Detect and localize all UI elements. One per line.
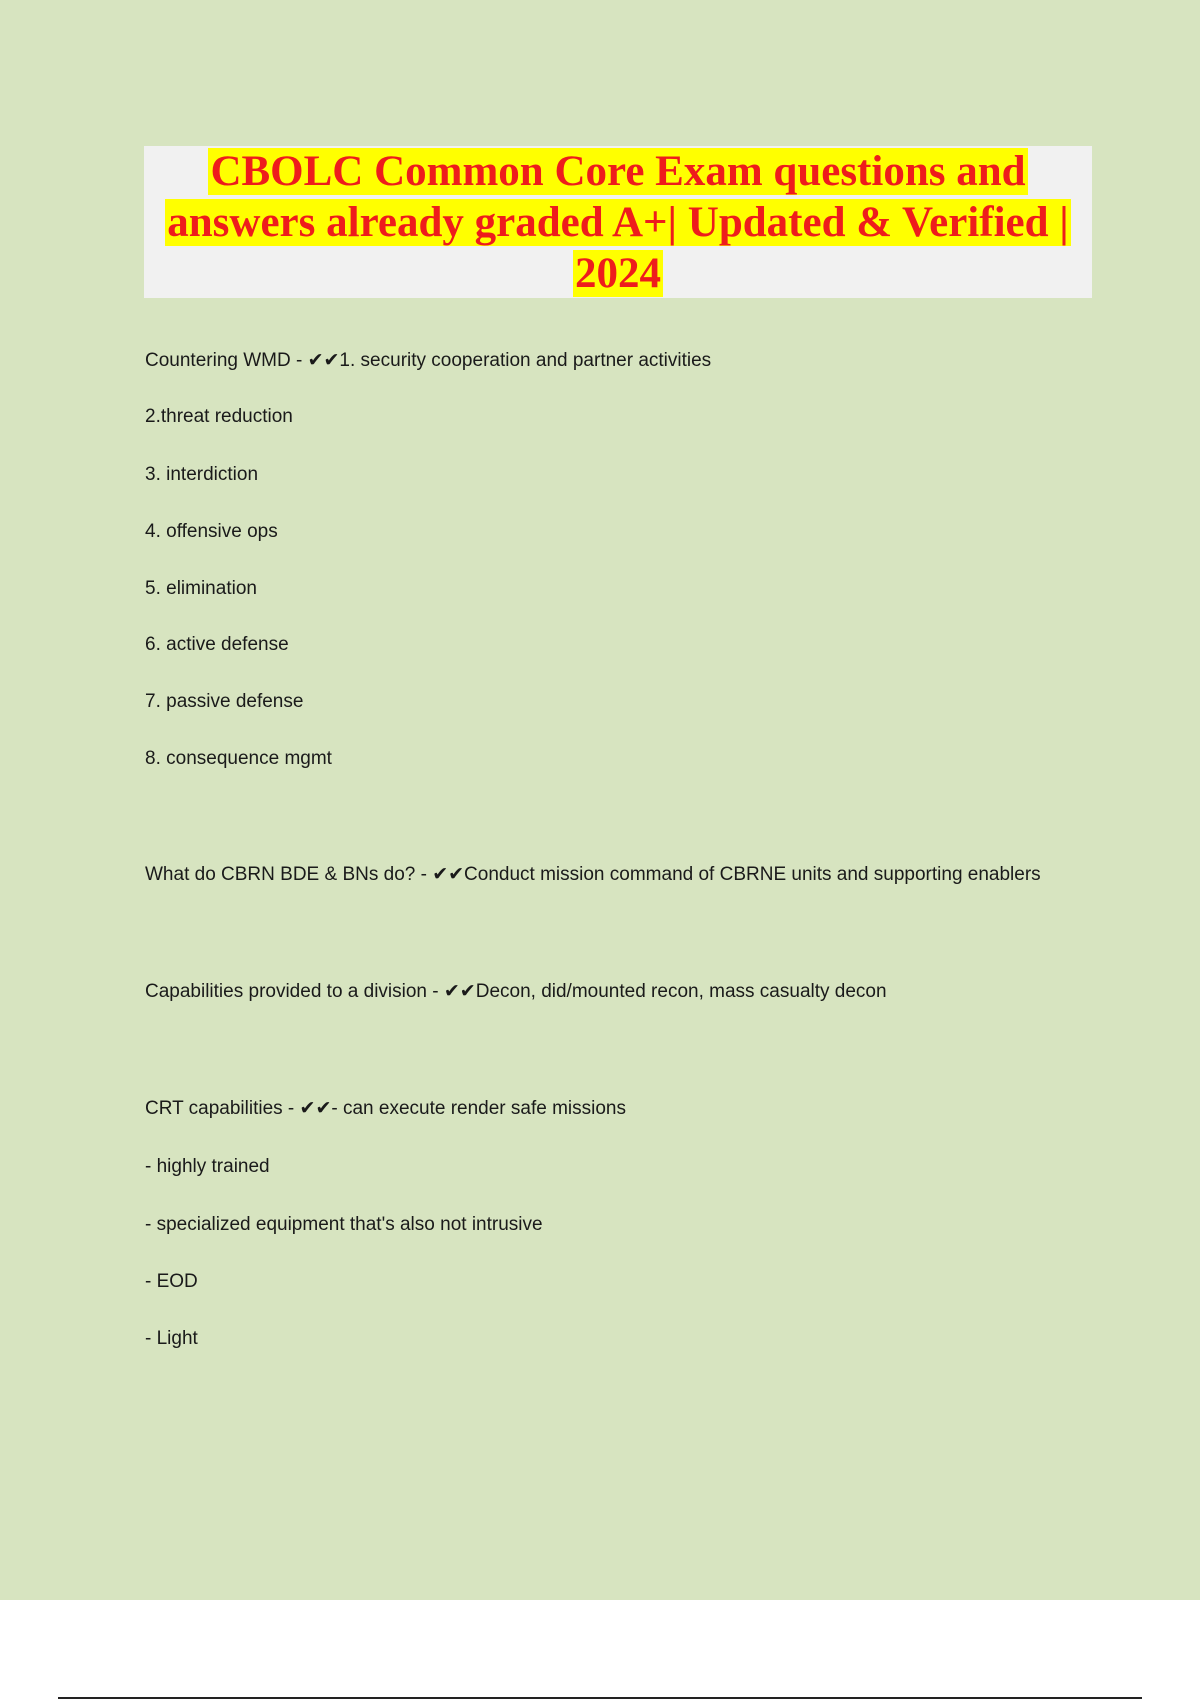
- title-banner: [144, 146, 1092, 298]
- qa-line-item-3: 3. interdiction: [145, 464, 259, 485]
- qa-line-crt-bullet-2: - specialized equipment that's also not intrusive: [145, 1214, 543, 1235]
- qa-line-crt-bullet-3: - EOD: [145, 1271, 198, 1292]
- qa-line-countering-wmd: Countering WMD - ✔✔1. security cooperation and partner activities: [145, 350, 712, 371]
- footer-divider: [58, 1697, 1142, 1699]
- qa-line-item-5: 5. elimination: [145, 578, 257, 599]
- qa-line-cbrn-bde: What do CBRN BDE & BNs do? - ✔✔Conduct mission command of CBRNE units and supporting enablers: [145, 864, 1041, 885]
- qa-line-crt-bullet-4: - Light: [145, 1328, 198, 1349]
- qa-line-item-4: 4. offensive ops: [145, 521, 278, 542]
- qa-line-item-6: 6. active defense: [145, 634, 289, 655]
- qa-line-capabilities-division: Capabilities provided to a division - ✔✔Decon, did/mounted recon, mass casualty decon: [145, 981, 887, 1002]
- qa-line-crt-capabilities: CRT capabilities - ✔✔- can execute render safe missions: [145, 1098, 627, 1119]
- document-title: [144, 146, 1092, 299]
- qa-line-item-7: 7. passive defense: [145, 691, 304, 712]
- qa-line-item-8: 8. consequence mgmt: [145, 748, 332, 769]
- qa-line-crt-bullet-1: - highly trained: [145, 1156, 270, 1177]
- document-title-text: CBOLC Common Core Exam questions and answers already graded A+| Updated & Verified | 2024: [167, 147, 1069, 297]
- qa-line-item-2: 2.threat reduction: [145, 406, 293, 427]
